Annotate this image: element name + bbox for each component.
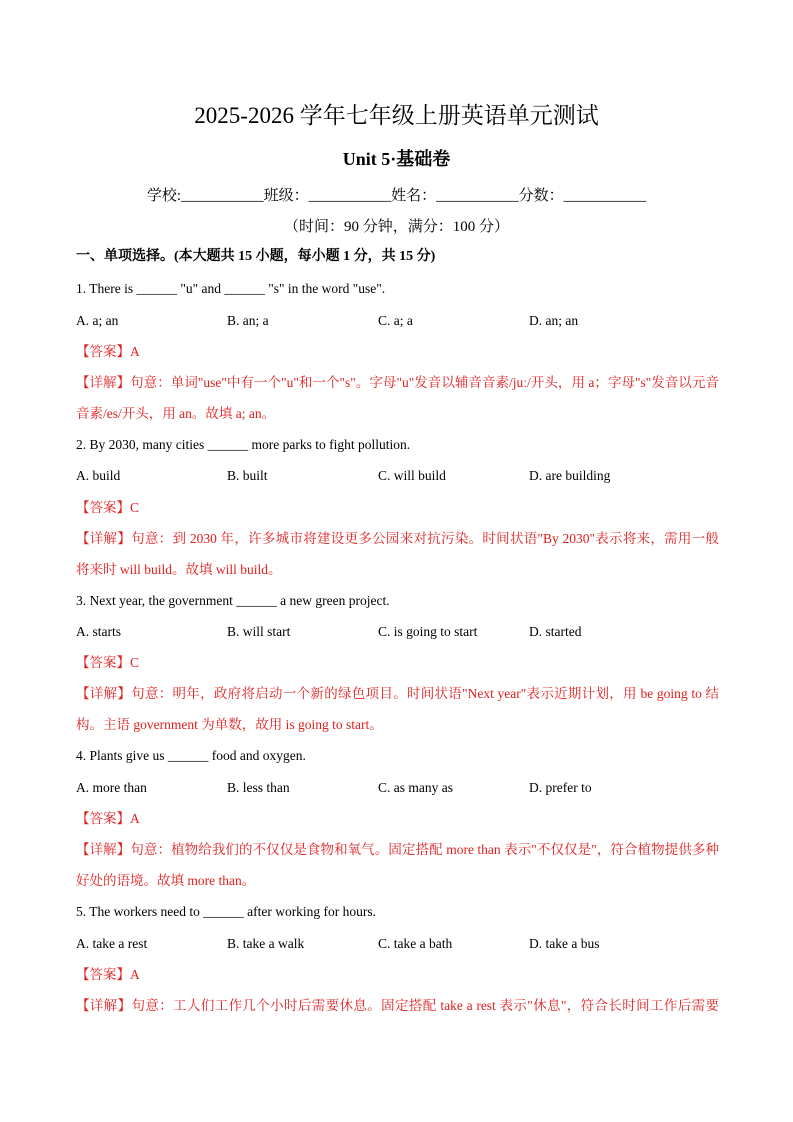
option-c: C. as many as: [378, 780, 453, 795]
explanation: 【详解】句意：植物给我们的不仅仅是食物和氧气。固定搭配 more than 表示"不仅仅是"，符合植物提供多种好处的语境。故填 more than。: [76, 842, 719, 888]
option-c: C. a; a: [378, 313, 413, 328]
answer-line: 【答案】A: [76, 811, 140, 826]
explanation: 【详解】句意：明年，政府将启动一个新的绿色项目。时间状语"Next year"表示近期计划，用 be going to 结构。主语 government 为单数，故用 is going to start。: [76, 686, 719, 732]
section-heading: 一、单项选择。(本大题共 15 小题，每小题 1 分，共 15 分): [76, 249, 436, 264]
question-stem: 2. By 2030, many cities ______ more parks to fight pollution.: [76, 437, 411, 452]
option-a: A. more than: [76, 780, 147, 795]
option-row: [76, 778, 736, 798]
question-stem: 4. Plants give us ______ food and oxygen.: [76, 748, 306, 763]
option-b: B. built: [227, 468, 268, 483]
question-stem: 5. The workers need to ______ after working for hours.: [76, 904, 377, 919]
answer-line: 【答案】C: [76, 655, 140, 670]
explanation: 【详解】句意：到 2030 年，许多城市将建设更多公园来对抗污染。时间状语"By 2030"表示将来，需用一般将来时 will build。故填 will build。: [76, 531, 719, 577]
option-c: C. take a bath: [378, 936, 453, 951]
option-d: D. prefer to: [529, 780, 592, 795]
question-stem: 1. There is ______ "u" and ______ "s" in the word "use".: [76, 281, 386, 296]
page-subtitle: Unit 5·基础卷: [342, 149, 451, 169]
option-c: C. will build: [378, 468, 446, 483]
option-b: B. will start: [227, 624, 291, 639]
option-a: A. build: [76, 468, 121, 483]
option-b: B. take a walk: [227, 936, 305, 951]
student-info-line: 学校:___________班级：___________姓名：___________分数：___________: [146, 188, 647, 204]
option-row: [76, 622, 736, 642]
answer-line: 【答案】A: [76, 344, 140, 359]
option-b: B. less than: [227, 780, 290, 795]
option-a: A. take a rest: [76, 936, 148, 951]
answer-line: 【答案】C: [76, 500, 140, 515]
option-row: [76, 466, 736, 486]
explanation: 【详解】句意：单词"use"中有一个"u"和一个"s"。字母"u"发音以辅音音素/juː/开头，用 a；字母"s"发音以元音音素/es/开头，用 an。故填 a; an。: [76, 375, 719, 421]
option-d: D. an; an: [529, 313, 579, 328]
option-a: A. a; an: [76, 313, 119, 328]
option-d: D. take a bus: [529, 936, 600, 951]
option-row: [76, 311, 736, 331]
question-stem: 3. Next year, the government ______ a new green project.: [76, 593, 390, 608]
answer-line: 【答案】A: [76, 967, 140, 982]
option-d: D. started: [529, 624, 582, 639]
option-row: [76, 934, 736, 954]
option-d: D. are building: [529, 468, 611, 483]
option-b: B. an; a: [227, 313, 269, 328]
option-c: C. is going to start: [378, 624, 478, 639]
explanation: 【详解】句意：工人们工作几个小时后需要休息。固定搭配 take a rest 表示"休息"，符合长时间工作后需要: [76, 998, 719, 1013]
option-a: A. starts: [76, 624, 121, 639]
time-score-line: （时间：90 分钟，满分：100 分）: [283, 219, 509, 235]
page-title: 2025-2026 学年七年级上册英语单元测试: [194, 103, 599, 128]
